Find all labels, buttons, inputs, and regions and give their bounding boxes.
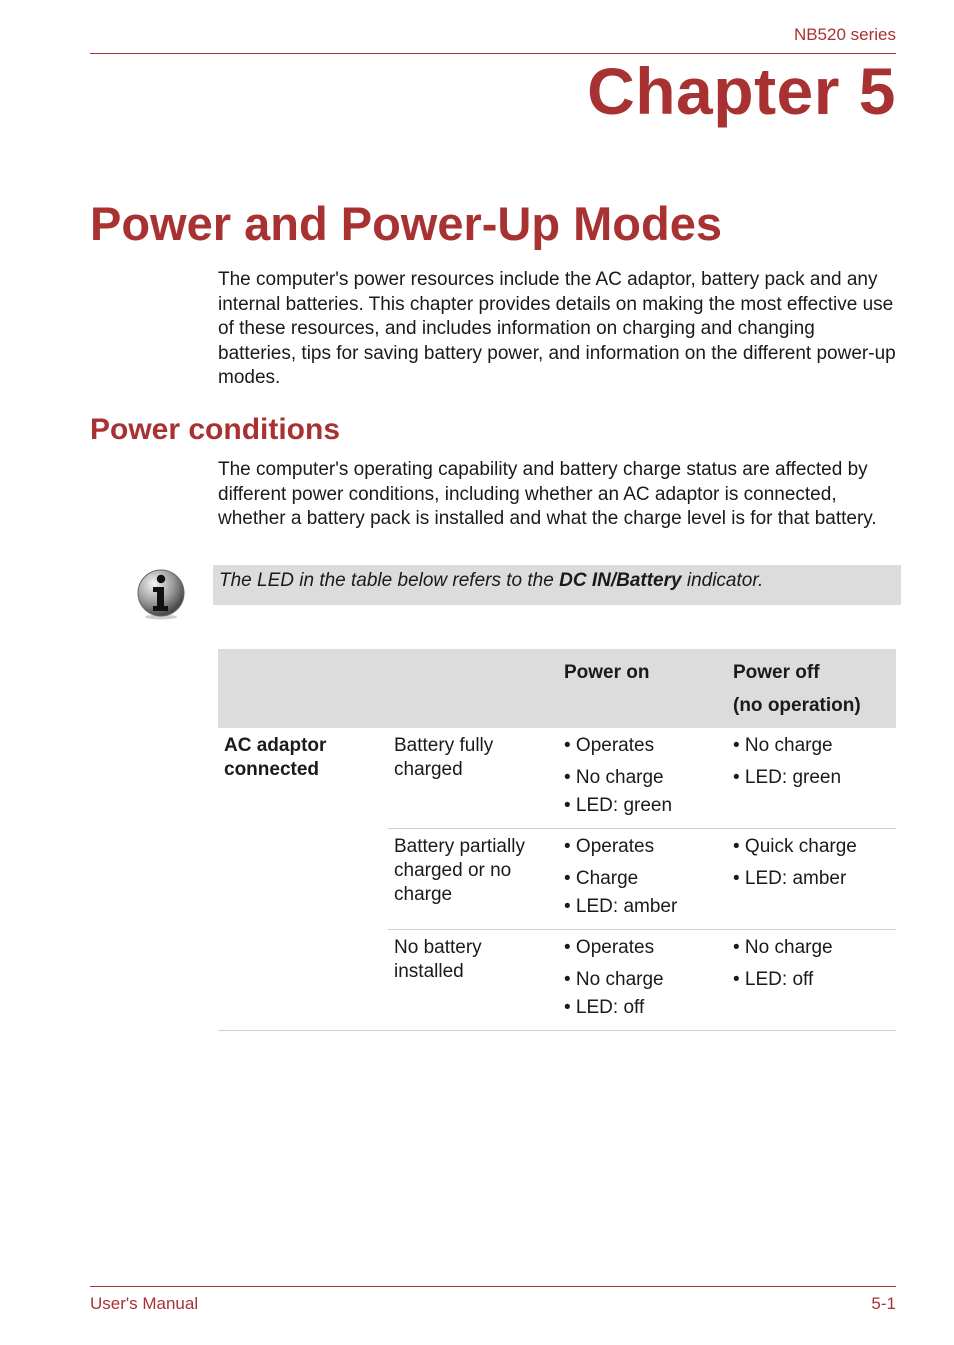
footer-manual-label: User's Manual — [90, 1294, 199, 1313]
header-empty-1 — [218, 649, 388, 728]
list-item: • LED: green — [564, 795, 673, 816]
list-item: • Quick charge — [733, 836, 857, 857]
note-text-pre: The LED in the table below refers to the — [219, 570, 560, 591]
chapter-label: Chapter 5 — [587, 54, 896, 128]
section-paragraph: The computer's operating capability and battery charge status are affected by different power conditions, including whether an AC adaptor is connected, whether a battery pack is installed and what the charge level is for that battery. — [218, 459, 877, 529]
condition-cell: No battery installed — [388, 930, 558, 1031]
header-empty-2 — [388, 649, 558, 728]
power-off-cell — [727, 728, 896, 829]
list-item: • LED: amber — [564, 896, 678, 917]
list-item: • Operates — [564, 937, 655, 958]
power-on-cell — [558, 930, 727, 1031]
page-number: 5-1 — [871, 1294, 896, 1313]
power-on-cell — [558, 829, 727, 930]
list-item: • LED: amber — [733, 868, 847, 889]
list-item: • LED: green — [733, 767, 842, 788]
intro-paragraph: The computer's power resources include the AC adaptor, battery pack and any internal batteries. This chapter provides details on making the most effective use of these resources, and includes information on charging and changing batteries, tips for saving battery power, and information on the different power-up modes. — [218, 269, 896, 388]
table-header-row — [218, 649, 896, 728]
group-line2: connected — [224, 759, 320, 780]
table-row — [218, 728, 896, 829]
section-heading: Power conditions — [90, 413, 341, 446]
power-conditions-table — [218, 649, 896, 1031]
list-item: • Charge — [564, 868, 639, 889]
note-text-bold: DC IN/Battery — [559, 570, 682, 591]
list-item: • LED: off — [564, 997, 645, 1018]
list-item: • LED: off — [733, 969, 814, 990]
header-series: NB520 series — [793, 25, 896, 44]
note-text-post: indicator. — [681, 570, 764, 591]
note-box — [213, 565, 901, 605]
header-power-off — [727, 649, 896, 728]
page-title: Power and Power-Up Modes — [90, 197, 722, 250]
condition-cell: Battery partially charged or no charge — [388, 829, 558, 930]
group-line1: AC adaptor — [224, 735, 327, 756]
list-item: • Operates — [564, 836, 655, 857]
header-power-off-line1: Power off — [733, 662, 820, 683]
info-icon — [136, 568, 186, 620]
header-power-on: Power on — [558, 649, 727, 728]
list-item: • No charge — [733, 937, 833, 958]
power-off-cell — [727, 930, 896, 1031]
list-item: • No charge — [564, 969, 664, 990]
footer-rule — [90, 1286, 896, 1287]
power-off-cell — [727, 829, 896, 930]
list-item: • Operates — [564, 735, 655, 756]
header-power-off-line2: (no operation) — [733, 695, 861, 716]
condition-cell: Battery fully charged — [388, 728, 558, 829]
group-ac-adaptor — [218, 728, 388, 1031]
list-item: • No charge — [733, 735, 833, 756]
list-item: • No charge — [564, 767, 664, 788]
power-on-cell — [558, 728, 727, 829]
